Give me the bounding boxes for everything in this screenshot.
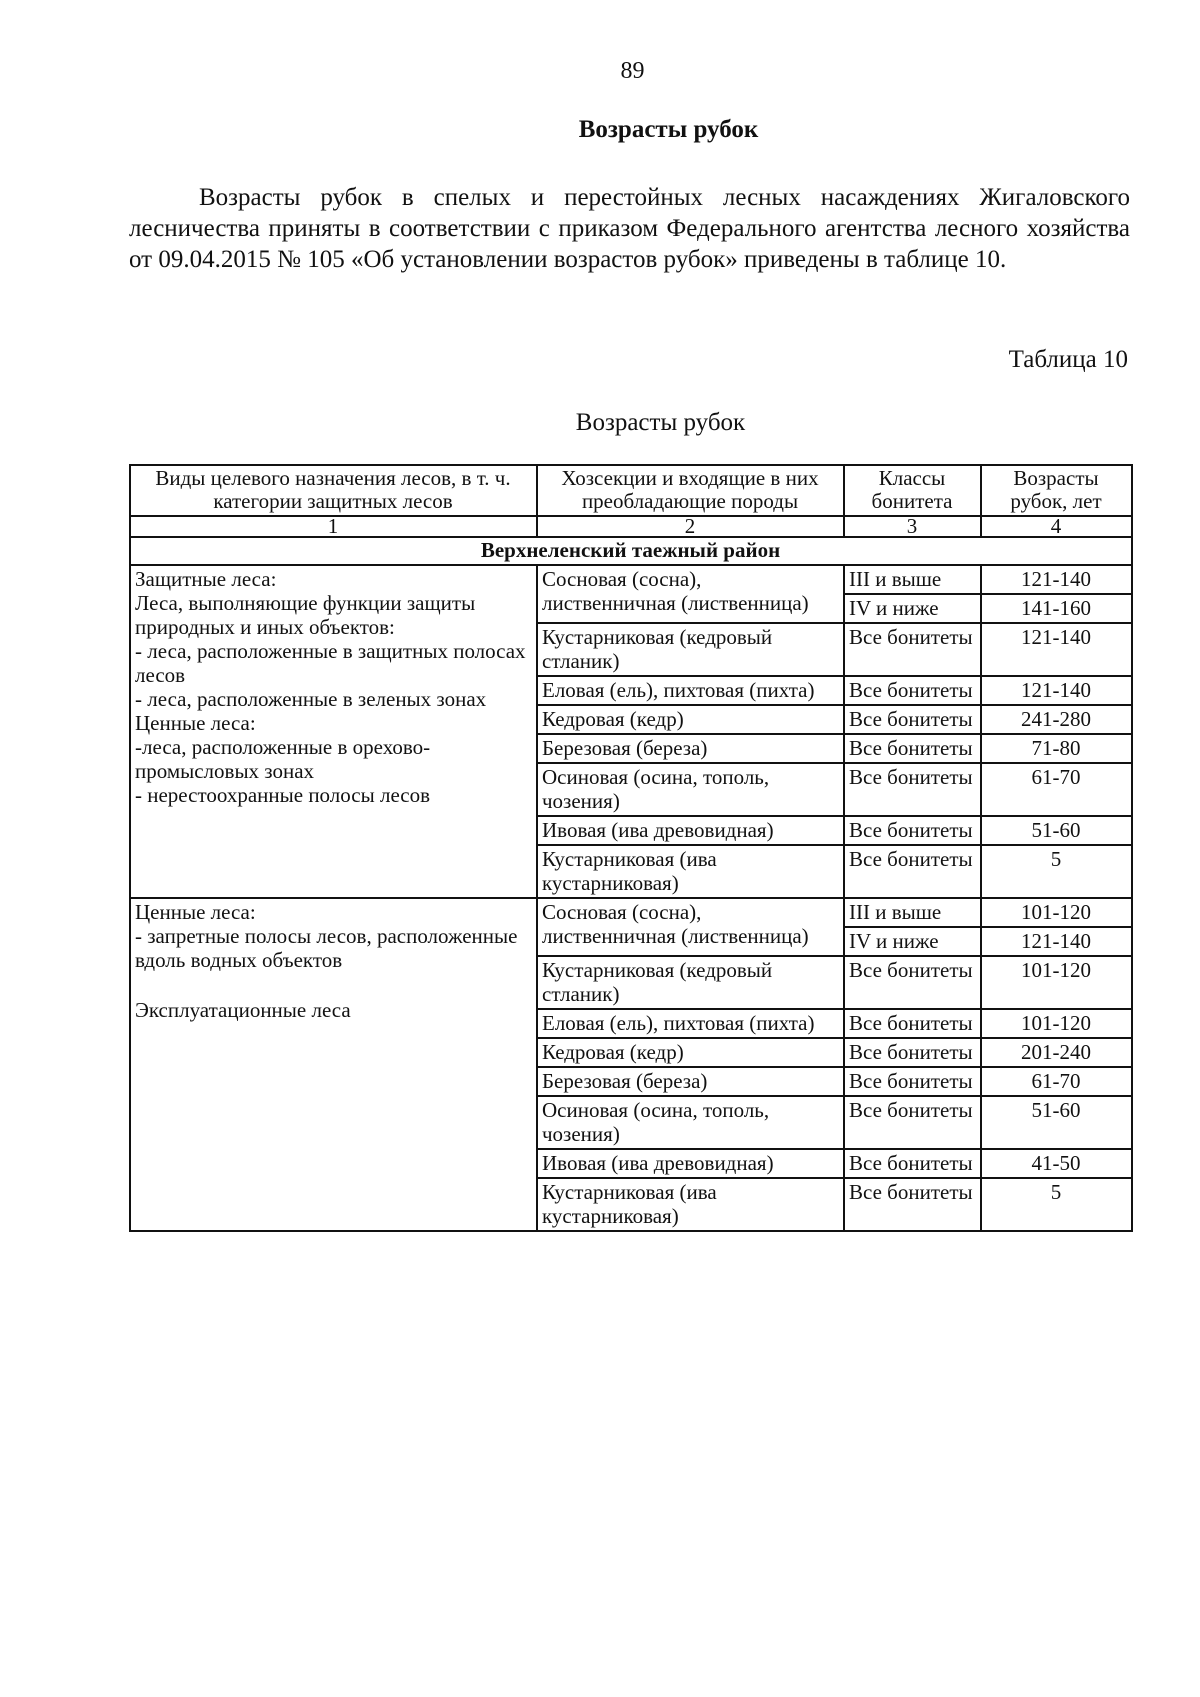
- site-class-cell: Все бонитеты: [844, 1149, 981, 1178]
- column-number: 2: [537, 516, 844, 537]
- site-class-cell: IV и ниже: [844, 927, 981, 956]
- site-class-cell: Все бонитеты: [844, 1178, 981, 1231]
- site-class-cell: Все бонитеты: [844, 623, 981, 676]
- site-class-cell: Все бонитеты: [844, 705, 981, 734]
- forest-purpose-line: - нерестоохранные полосы лесов: [135, 783, 431, 807]
- cutting-age-cell: 241-280: [981, 705, 1132, 734]
- site-class-cell: Все бонитеты: [844, 763, 981, 816]
- column-number: 1: [130, 516, 537, 537]
- site-class-cell: Все бонитеты: [844, 676, 981, 705]
- column-number: 3: [844, 516, 981, 537]
- economic-section-cell: Кедровая (кедр): [537, 705, 844, 734]
- table-body: [130, 465, 1132, 1231]
- column-number: 4: [981, 516, 1132, 537]
- cutting-age-cell: 61-70: [981, 1067, 1132, 1096]
- region-name: Верхнеленский таежный район: [130, 537, 1132, 565]
- forest-purpose-cell: [130, 898, 537, 1231]
- site-class-cell: Все бонитеты: [844, 956, 981, 1009]
- forest-purpose-line: - запретные полосы лесов, расположенные вдоль водных объектов: [135, 924, 518, 972]
- site-class-cell: Все бонитеты: [844, 845, 981, 898]
- column-number-row: [130, 516, 1132, 537]
- cutting-age-cell: 5: [981, 1178, 1132, 1231]
- forest-purpose-line: - леса, расположенные в зеленых зонах: [135, 687, 487, 711]
- cutting-age-cell: 51-60: [981, 816, 1132, 845]
- page-number: 89: [620, 58, 645, 84]
- page-heading: Возрасты рубок: [578, 116, 759, 143]
- cutting-age-table: [129, 464, 1133, 1232]
- column-header: Хозсекции и входящие в них преобладающие породы: [537, 465, 844, 516]
- economic-section-cell: Кустарниковая (кедровый стланик): [537, 956, 844, 1009]
- table-row: [130, 565, 1132, 594]
- cutting-age-cell: 51-60: [981, 1096, 1132, 1149]
- economic-section-cell: Березовая (береза): [537, 734, 844, 763]
- forest-purpose-line: - леса, расположенные в защитных полосах лесов: [135, 639, 526, 687]
- cutting-age-cell: 201-240: [981, 1038, 1132, 1067]
- site-class-cell: Все бонитеты: [844, 1038, 981, 1067]
- economic-section-cell: Ивовая (ива древовидная): [537, 816, 844, 845]
- table-header-row: [130, 465, 1132, 516]
- economic-section-cell: Сосновая (сосна), лиственничная (лиственница): [537, 898, 844, 956]
- economic-section-cell: Ивовая (ива древовидная): [537, 1149, 844, 1178]
- site-class-cell: Все бонитеты: [844, 1009, 981, 1038]
- cutting-age-cell: 5: [981, 845, 1132, 898]
- economic-section-cell: Сосновая (сосна), лиственничная (лиственница): [537, 565, 844, 623]
- economic-section-cell: Еловая (ель), пихтовая (пихта): [537, 676, 844, 705]
- site-class-cell: Все бонитеты: [844, 1067, 981, 1096]
- forest-purpose-line: Эксплуатационные леса: [135, 998, 351, 1022]
- site-class-cell: IV и ниже: [844, 594, 981, 623]
- site-class-cell: III и выше: [844, 898, 981, 927]
- table-caption: Возрасты рубок: [575, 409, 746, 436]
- site-class-cell: Все бонитеты: [844, 816, 981, 845]
- table-number: Таблица 10: [1008, 346, 1128, 373]
- site-class-cell: Все бонитеты: [844, 1096, 981, 1149]
- forest-purpose-line: Леса, выполняющие функции защиты природных и иных объектов:: [135, 591, 476, 639]
- cutting-age-cell: 121-140: [981, 676, 1132, 705]
- cutting-age-cell: 121-140: [981, 927, 1132, 956]
- forest-purpose-cell: [130, 565, 537, 898]
- forest-purpose-line: Ценные леса:: [135, 711, 256, 735]
- cutting-age-cell: 121-140: [981, 565, 1132, 594]
- column-header: Возрасты рубок, лет: [981, 465, 1132, 516]
- economic-section-cell: Кедровая (кедр): [537, 1038, 844, 1067]
- forest-purpose-line: Ценные леса:: [135, 900, 256, 924]
- site-class-cell: III и выше: [844, 565, 981, 594]
- economic-section-cell: Кустарниковая (кедровый стланик): [537, 623, 844, 676]
- cutting-age-cell: 101-120: [981, 898, 1132, 927]
- economic-section-cell: Кустарниковая (ива кустарниковая): [537, 1178, 844, 1231]
- table-row: [130, 898, 1132, 927]
- intro-paragraph: Возрасты рубок в спелых и перестойных лесных насаждениях Жигаловского лесничества приняты в соответствии с приказом Федерального агентства лесного хозяйства от 09.04.2015 № 105 «Об установлении возрастов рубок» приведены в таблице 10.: [129, 184, 1130, 273]
- site-class-cell: Все бонитеты: [844, 734, 981, 763]
- region-row: [130, 537, 1132, 565]
- cutting-age-cell: 101-120: [981, 956, 1132, 1009]
- cutting-age-cell: 101-120: [981, 1009, 1132, 1038]
- column-header: Классы бонитета: [844, 465, 981, 516]
- economic-section-cell: Осиновая (осина, тополь, чозения): [537, 1096, 844, 1149]
- cutting-age-cell: 71-80: [981, 734, 1132, 763]
- cutting-age-cell: 121-140: [981, 623, 1132, 676]
- economic-section-cell: Березовая (береза): [537, 1067, 844, 1096]
- cutting-age-cell: 141-160: [981, 594, 1132, 623]
- column-header: Виды целевого назначения лесов, в т. ч. категории защитных лесов: [130, 465, 537, 516]
- economic-section-cell: Кустарниковая (ива кустарниковая): [537, 845, 844, 898]
- cutting-age-cell: 41-50: [981, 1149, 1132, 1178]
- economic-section-cell: Еловая (ель), пихтовая (пихта): [537, 1009, 844, 1038]
- economic-section-cell: Осиновая (осина, тополь, чозения): [537, 763, 844, 816]
- forest-purpose-line: -леса, расположенные в орехово-промысловых зонах: [135, 735, 431, 783]
- cutting-age-cell: 61-70: [981, 763, 1132, 816]
- forest-purpose-line: Защитные леса:: [135, 567, 277, 591]
